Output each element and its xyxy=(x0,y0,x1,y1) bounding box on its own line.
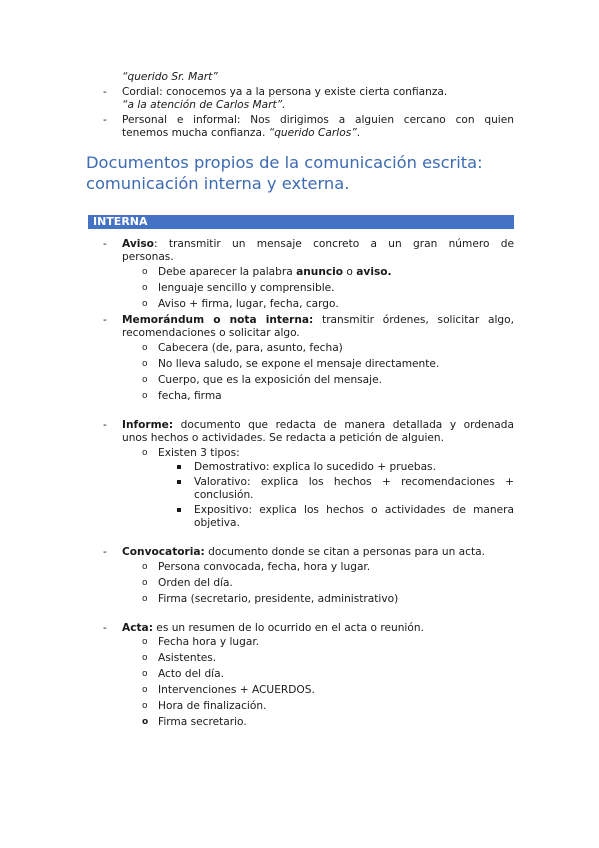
convocatoria-sub-2: Orden del día. xyxy=(158,577,233,589)
aviso-sub-1-text: Debe aparecer la palabra xyxy=(158,266,297,278)
informe-tipo-1: Demostrativo: explica lo sucedido + pruebas. xyxy=(194,461,436,473)
aviso-line-1 xyxy=(122,238,514,251)
convocatoria-line-1 xyxy=(122,546,485,559)
memorandum-sub-4: fecha, firma xyxy=(158,390,222,402)
circle-bullet: o xyxy=(142,578,148,588)
querido-sr-example: “querido Sr. Mart” xyxy=(122,71,218,83)
memorandum-sub-1: Cabecera (de, para, asunto, fecha) xyxy=(158,342,343,354)
aviso-line-2: personas. xyxy=(122,251,174,263)
heading-line-1: Documentos propios de la comunicación escrita: xyxy=(86,153,483,172)
acta-sub-2: Asistentes. xyxy=(158,652,217,664)
square-bullet xyxy=(177,465,181,469)
circle-bullet: o xyxy=(142,562,148,572)
square-bullet xyxy=(177,508,181,512)
aviso-text: : transmitir un mensaje concreto a un gran número de xyxy=(153,238,514,250)
dash-bullet: - xyxy=(103,238,107,250)
convocatoria-title: Convocatoria: xyxy=(122,546,205,558)
acta-sub-1: Fecha hora y lugar. xyxy=(158,636,260,648)
informe-sub-1: Existen 3 tipos: xyxy=(158,447,240,459)
section-heading xyxy=(86,153,526,194)
memorandum-text: transmitir órdenes, solicitar algo, xyxy=(313,314,514,326)
memorandum-sub-2: No lleva saludo, se expone el mensaje directamente. xyxy=(158,358,440,370)
aviso-word: aviso. xyxy=(356,266,392,278)
memorandum-title: Memorándum o nota interna: xyxy=(122,314,314,326)
memorandum-line-2: recomendaciones o solicitar algo. xyxy=(122,327,300,339)
personal-line-2 xyxy=(122,127,360,140)
personal-line-1: Personal e informal: Nos dirigimos a alguien cercano con quien xyxy=(122,114,514,126)
memorandum-sub-3: Cuerpo, que es la exposición del mensaje. xyxy=(158,374,382,386)
informe-tipo-3-line-1: Expositivo: explica los hechos o actividades de manera xyxy=(194,504,514,516)
acta-text: es un resumen de lo ocurrido en el acta o reunión. xyxy=(152,622,424,634)
circle-bullet: o xyxy=(142,637,148,647)
heading-line-2: comunicación interna y externa. xyxy=(86,173,350,193)
dash-bullet: - xyxy=(103,546,107,558)
circle-bullet: o xyxy=(142,283,148,293)
personal-text: tenemos mucha confianza. xyxy=(122,127,269,139)
circle-bullet: o xyxy=(142,685,148,695)
acta-sub-6: Firma secretario. xyxy=(158,716,247,728)
dash-bullet: - xyxy=(103,86,107,98)
aviso-sub-1-or: o xyxy=(343,266,357,278)
personal-example: “querido Carlos” xyxy=(268,127,357,139)
dash-bullet: - xyxy=(103,114,107,126)
circle-bullet: o xyxy=(142,359,148,369)
circle-bullet: o xyxy=(142,391,148,401)
circle-bullet: o xyxy=(142,299,148,309)
dash-bullet: - xyxy=(103,314,107,326)
aviso-title: Aviso xyxy=(122,238,154,250)
informe-tipo-3-line-2: objetiva. xyxy=(194,517,240,529)
acta-title: Acta: xyxy=(122,622,153,634)
informe-line-1 xyxy=(122,419,514,432)
aviso-sub-1 xyxy=(158,266,392,279)
convocatoria-sub-1: Persona convocada, fecha, hora y lugar. xyxy=(158,561,371,573)
convocatoria-sub-3: Firma (secretario, presidente, administrativo) xyxy=(158,593,399,605)
circle-bullet: o xyxy=(142,343,148,353)
interna-section-bar: INTERNA xyxy=(88,215,514,229)
aviso-sub-2: lenguaje sencillo y comprensible. xyxy=(158,282,335,294)
informe-tipo-2-line-2: conclusión. xyxy=(194,489,254,501)
aviso-sub-3: Aviso + firma, lugar, fecha, cargo. xyxy=(158,298,339,310)
cordial-example: “a la atención de Carlos Mart”. xyxy=(122,99,286,111)
dash-bullet: - xyxy=(103,419,107,431)
anuncio-word: anuncio xyxy=(296,266,344,278)
circle-bullet: o xyxy=(142,267,148,277)
cordial-text: Cordial: conocemos ya a la persona y existe cierta confianza. xyxy=(122,86,448,98)
memorandum-line-1 xyxy=(122,314,514,327)
informe-tipo-2-line-1: Valorativo: explica los hechos + recomendaciones + xyxy=(194,476,514,488)
acta-line-1 xyxy=(122,622,424,635)
circle-bullet: o xyxy=(142,448,148,458)
circle-bullet: o xyxy=(142,594,148,604)
acta-sub-4: Intervenciones + ACUERDOS. xyxy=(158,684,315,696)
informe-line-2: unos hechos o actividades. Se redacta a petición de alguien. xyxy=(122,432,444,444)
circle-bullet: o xyxy=(142,653,148,663)
convocatoria-text: documento donde se citan a personas para un acta. xyxy=(204,546,485,558)
informe-text: documento que redacta de manera detallada y ordenada xyxy=(173,419,514,431)
acta-sub-5: Hora de finalización. xyxy=(158,700,267,712)
circle-bullet: o xyxy=(142,701,148,711)
personal-end: . xyxy=(356,127,361,139)
circle-bullet: o xyxy=(142,717,149,727)
circle-bullet: o xyxy=(142,669,148,679)
acta-sub-3: Acto del día. xyxy=(158,668,224,680)
circle-bullet: o xyxy=(142,375,148,385)
dash-bullet: - xyxy=(103,622,107,634)
square-bullet xyxy=(177,480,181,484)
informe-title: Informe: xyxy=(122,419,174,431)
